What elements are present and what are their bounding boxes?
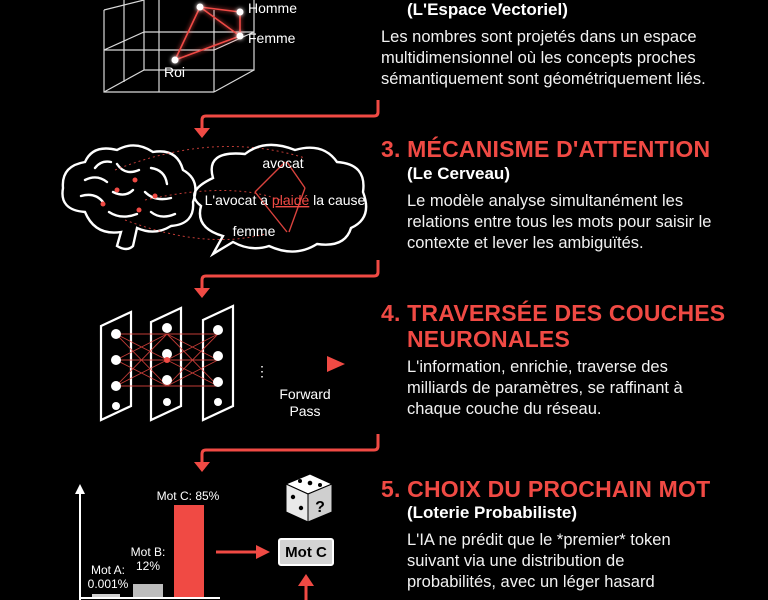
probability-bar-chart [70, 480, 220, 600]
bar-label-mot-a-name: Mot A: [90, 563, 126, 577]
section5-body: L'IA ne prédit que le *premier* token suivant via une distribution de probabilités, avec un léger hasard [407, 531, 671, 591]
svg-text:?: ? [315, 499, 325, 516]
section4-body: L'information, enrichie, traverse des milliards de paramètres, se raffinant à chaque couche du réseau. [407, 358, 683, 418]
section2-subtitle: (L'Espace Vectoriel) [407, 0, 568, 19]
label-femme: Femme [248, 30, 296, 46]
section4-title-line1: 4. TRAVERSÉE DES COUCHES [381, 300, 726, 326]
bubble-highlight-word: plaidé [271, 192, 310, 208]
forward-pass-label-line2: Pass [289, 403, 321, 419]
bar-label-mot-c: Mot C: 85% [156, 489, 220, 503]
section3-subtitle: (Le Cerveau) [407, 164, 510, 183]
result-label: Mot C [285, 543, 327, 561]
vector-point-homme [237, 9, 244, 16]
dice-icon [282, 470, 336, 526]
vector-point-roi [172, 57, 179, 64]
bar-label-mot-b-value: 12% [135, 559, 161, 573]
neural-layers-diagram [55, 298, 375, 438]
section5-subtitle: (Loterie Probabiliste) [407, 503, 578, 522]
label-homme: Homme [248, 0, 298, 16]
forward-pass-label-line1: Forward [279, 386, 331, 402]
result-arrow [214, 542, 274, 562]
result-box [278, 538, 334, 566]
bar-mot-b [133, 584, 163, 597]
vector-space-diagram [60, 0, 320, 110]
bubble-word-bottom: femme [232, 223, 276, 239]
section4-title-line2: NEURONALES [407, 326, 571, 352]
label-roi: Roi [164, 64, 186, 80]
brain-icon [62, 145, 195, 249]
section5-title: 5. CHOIX DU PROCHAIN MOT [381, 476, 711, 502]
section3-body: Le modèle analyse simultanément les relations entre tous les mots pour saisir le contexte et lever les ambiguïtés. [407, 192, 712, 252]
bar-label-mot-b-name: Mot B: [130, 545, 166, 559]
connector-arrow [190, 98, 390, 142]
attention-brain-diagram [55, 140, 375, 260]
bubble-sentence: L'avocat a plaidé la cause [204, 192, 366, 208]
up-arrow [296, 572, 316, 600]
vector-point [197, 4, 204, 11]
svg-text:⋮: ⋮ [255, 363, 269, 379]
section3-title: 3. MÉCANISME D'ATTENTION [381, 136, 711, 162]
bubble-word-top: avocat [262, 155, 304, 171]
bar-mot-c [174, 505, 204, 597]
bar-mot-a [92, 594, 120, 597]
bar-label-mot-a-value: 0.001% [87, 577, 129, 591]
connector-arrow [190, 258, 390, 302]
vector-point-femme [237, 33, 244, 40]
section2-body: Les nombres sont projetés dans un espace multidimensionnel où les concepts proches sémantiquement sont géométriquement liés. [381, 28, 706, 88]
